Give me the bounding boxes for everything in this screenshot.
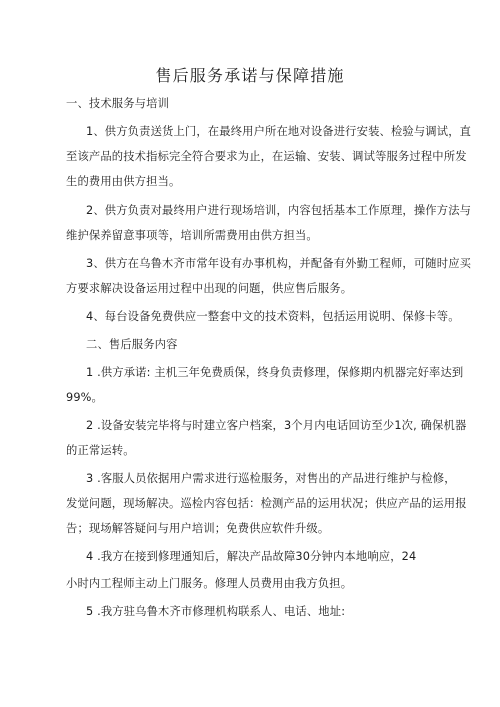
paragraph-line: 1、供方负责送货上门，在最终用户所在地对设备进行安装、检验与调试，直	[86, 125, 472, 138]
paragraph-line: 2、供方负责对最终用户进行现场培训，内容包括基本工作原理，操作方法与	[86, 204, 472, 217]
section-heading-technical-service: 一、技术服务与培训	[66, 97, 170, 110]
paragraph-line: 小时内工程师主动上门服务。修理人员费用由我方负担。	[66, 577, 353, 590]
paragraph-line: 方要求解决设备运用过程中出现的问题，供应售后服务。	[66, 282, 353, 295]
paragraph-line: 1 .供方承诺: 主机三年免费质保，终身负责修理，保修期内机器完好率达到	[86, 366, 464, 379]
paragraph-line: 生的费用由供方担当。	[66, 175, 181, 188]
paragraph-line: 至该产品的技术指标完全符合要求为止，在运输、安装、调试等服务过程中所发	[66, 150, 467, 163]
paragraph-line: 的正常运转。	[66, 444, 135, 457]
paragraph-line: 99%。	[66, 391, 104, 404]
paragraph-line: 告；现场解答疑问与用户培训；免费供应软件升级。	[66, 522, 330, 535]
paragraph-line: 维护保养留意事项等，培训所需费用由供方担当。	[66, 229, 318, 242]
paragraph-line: 2 .设备安装完毕将与时建立客户档案，3个月内电话回访至少1次, 确保机器	[86, 419, 467, 432]
paragraph-line: 4 .我方在接到修理通知后，解决产品故障30分钟内本地响应，24	[86, 550, 417, 563]
paragraph-line: 3 .客服人员依据用户需求进行巡检服务，对售出的产品进行维护与检修，	[86, 472, 456, 485]
document-title: 售后服务承诺与保障措施	[155, 66, 345, 85]
section-heading-after-sales: 二、售后服务内容	[86, 338, 178, 351]
paragraph-line: 发觉问题，现场解决。巡检内容包括：检测产品的运用状况；供应产品的运用报	[66, 497, 467, 510]
paragraph-line: 3、供方在乌鲁木齐市常年设有办事机构，并配备有外勤工程师，可随时应买	[86, 257, 472, 270]
paragraph-line: 4、每台设备免费供应一整套中文的技术资料，包括运用说明、保修卡等。	[86, 310, 460, 323]
paragraph-line: 5 .我方驻乌鲁木齐市修理机构联系人、电话、地址:	[86, 605, 346, 618]
